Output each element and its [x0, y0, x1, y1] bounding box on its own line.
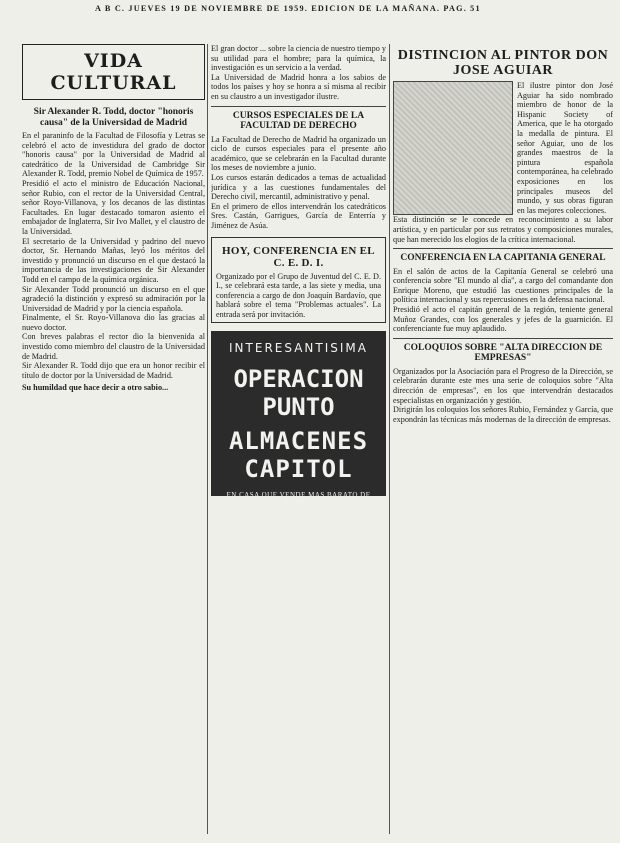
- courses-headline: CURSOS ESPECIALES DE LA FACULTAD DE DERECHO: [232, 110, 365, 132]
- article-paragraph: Los cursos estarán dedicados a temas de actualidad jurídica y a las cuestiones fundamentales del Derecho civil, mercantil, administrativo y penal.: [211, 172, 386, 202]
- article-paragraph: En el paraninfo de la Facultad de Filosofía y Letras se celebró el acto de investidura del grado de doctor "honoris causa" por la Universidad de Madrid al catedrático de la Universidad de Cambridge Sir Alexander R. Todd, premio Nobel de Química de 1957.: [22, 131, 205, 179]
- article-paragraph: Dirigirán los coloquios los señores Rubio, Fernández y García, que expondrán las técnicas más modernas de la dirección de empresas.: [393, 405, 613, 424]
- article-paragraph: En el primero de ellos intervendrán los catedráticos Sres. Castán, Garrigues, García de Enterría y Jiménez de Asúa.: [211, 201, 386, 230]
- middle-column: [211, 44, 386, 834]
- portrait-image: [393, 81, 513, 215]
- ad-line: EN CASA QUE VENDE MAS BARATO DE MADRID: [226, 491, 371, 508]
- running-head: A B C. JUEVES 19 DE NOVIEMBRE DE 1959. EDICION DE LA MAÑANA. PAG. 51: [95, 4, 481, 13]
- article-paragraph: Sir Alexander Todd pronunció un discurso en el que agradeció la distinción y expresó su admiración por la Universidad de Madrid y por la ciencia española.: [22, 284, 205, 313]
- advertisement: [211, 331, 386, 508]
- article-paragraph: La Universidad de Madrid honra a los sabios de todos los países y hoy se honra a sí misma al recibir en su claustro a un investigador ilustre.: [211, 72, 386, 101]
- divider: [211, 106, 386, 107]
- article-paragraph: Presidió el acto el capitán general de la región, teniente general Muñoz Grandes, con los generales y jefes de la guarnición. El conferenciante fue muy aplaudido.: [393, 304, 613, 334]
- ad-line: ALMACENES CAPITOL: [228, 427, 369, 484]
- ad-line: OPERACION PUNTO: [233, 365, 364, 422]
- distinction-headline: DISTINCION AL PINTOR DON JOSE AGUIAR: [397, 48, 609, 78]
- left-column: [22, 44, 205, 834]
- ad-line: INTERESANTISIMA: [229, 341, 368, 356]
- article-paragraph: Finalmente, el Sr. Royo-Villanova dio las gracias al nuevo doctor.: [22, 313, 205, 332]
- article-headline: Sir Alexander R. Todd, doctor "honoris causa" de la Universidad de Madrid: [33, 107, 194, 128]
- article-paragraph: Organizados por la Asociación para el Progreso de la Dirección, se celebrarán durante este mes una serie de coloquios sobre "Alta dirección de empresas", en los que intervendrán destacados especialistas en organización y gestión.: [393, 366, 613, 405]
- article-closing: Su humildad que hace decir a otro sabio...: [22, 383, 169, 393]
- article-paragraph: Esta distinción se le concede en reconocimiento a su labor artística, y en particular por sus retratos y composiciones murales, que han merecido los elogios de la crítica internacional.: [393, 215, 613, 244]
- right-column: [393, 44, 613, 834]
- portrait-block: [393, 81, 613, 215]
- column-rule: [389, 44, 390, 834]
- article-paragraph: Con breves palabras el rector dio la bienvenida al investido como miembro del claustro de la Universidad de Madrid.: [22, 332, 205, 361]
- conference-body: Organizado por el Grupo de Juventud del C. E. D. I., se celebrará esta tarde, a las siete y media, una conferencia a cargo de don Joaquín Bardavío, que hablará sobre el tema "Problemas actuales". La entrada será por invitación.: [216, 271, 381, 319]
- article-paragraph: El ilustre pintor don José Aguiar ha sido nombrado miembro de honor de la Hispanic Society of America, que le ha otorgado la medalla de pintura. El señor Aguiar, uno de los grandes maestros de la pintura española contemporánea, ha celebrado exposiciones en los principales museos del mundo, y sus obras figuran en las mejores colecciones.: [517, 81, 613, 215]
- article-paragraph: La Facultad de Derecho de Madrid ha organizado un ciclo de cursos especiales para el presente año académico, que se celebrarán en la Facultad durante los meses de noviembre a junio.: [211, 134, 386, 173]
- colloquium-headline: COLOQUIOS SOBRE "ALTA DIRECCION DE EMPRESAS": [403, 342, 603, 364]
- conference-general-headline: CONFERENCIA EN LA CAPITANIA GENERAL: [400, 253, 606, 264]
- conference-box: [211, 237, 386, 324]
- divider: [393, 338, 613, 339]
- conference-headline: HOY, CONFERENCIA EN EL C. E. D. I.: [222, 244, 375, 269]
- article-paragraph: Sir Alexander R. Todd dijo que era un honor recibir el título de doctor por la Universidad de Madrid.: [22, 361, 205, 380]
- divider: [393, 248, 613, 249]
- article-paragraph: Presidió el acto el ministro de Educación Nacional, señor Rubio, con el rector de la Universidad Central, señor Royo-Villanova, y los decanos de las distintas Facultades. En lugar destacado tomaron asiento el embajador de Inglaterra, Sir Ivo Mallet, y el claustro de la Universidad.: [22, 178, 205, 236]
- article-paragraph: El secretario de la Universidad y padrino del nuevo doctor, Sr. Hernando Mañas, leyó los méritos del investido y pronunció un discurso en el que destacó la importancia de las investigaciones de Sir Alexander Todd en el campo de la química orgánica.: [22, 236, 205, 284]
- section-title: VIDA CULTURAL: [22, 44, 205, 100]
- column-rule: [207, 44, 208, 834]
- article-paragraph: El gran doctor ... sobre la ciencia de nuestro tiempo y su utilidad para el hombre; para la química, la investigación es un servicio a la verdad.: [211, 44, 386, 73]
- article-paragraph: En el salón de actos de la Capitanía General se celebró una conferencia sobre "El mundo al día", a cargo del comandante don Enrique Moreno, que estudió las cuestiones principales de la política internacional y sus repercusiones en la defensa nacional.: [393, 266, 613, 305]
